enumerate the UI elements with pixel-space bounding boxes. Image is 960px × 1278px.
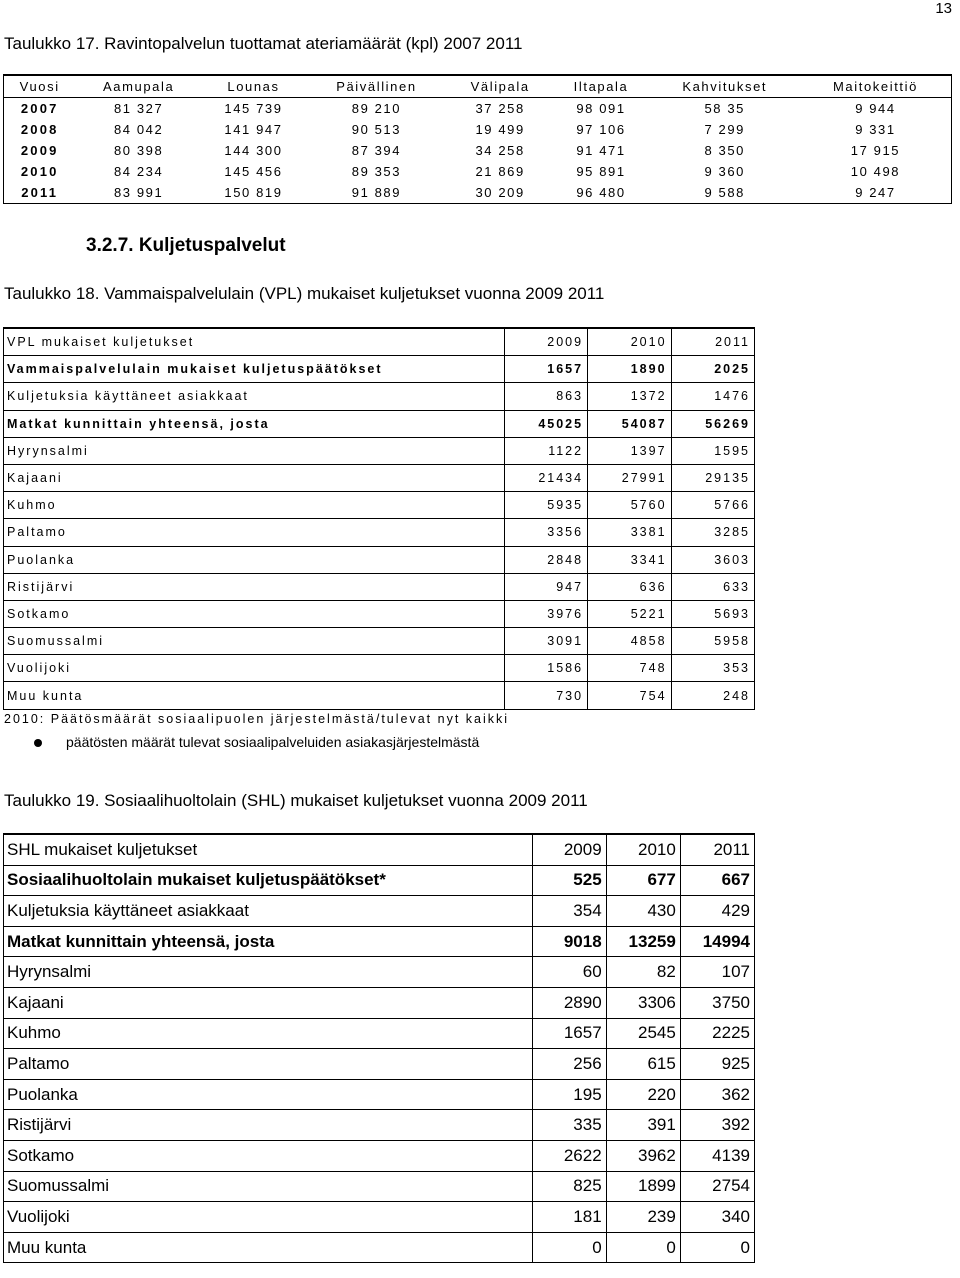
value-cell: 1890 bbox=[588, 356, 671, 383]
value-cell: 1586 bbox=[504, 655, 587, 682]
value-cell: 144 300 bbox=[224, 143, 283, 158]
value-cell: 90 513 bbox=[351, 122, 402, 137]
value-cell: 83 991 bbox=[113, 185, 164, 200]
value-cell: 9 588 bbox=[704, 185, 745, 200]
row-label: Vuolijoki bbox=[4, 1202, 533, 1233]
value-cell: 748 bbox=[588, 655, 671, 682]
table-row bbox=[4, 682, 755, 709]
row-label: Vuolijoki bbox=[4, 655, 505, 682]
value-cell: 58 35 bbox=[704, 101, 745, 116]
table-row bbox=[4, 957, 755, 988]
table19-body bbox=[4, 834, 755, 1263]
row-label: Kuljetuksia käyttäneet asiakkaat bbox=[4, 383, 505, 410]
row-label: Kajaani bbox=[4, 987, 533, 1018]
row-label: Paltamo bbox=[4, 519, 505, 546]
table-row bbox=[4, 1202, 755, 1233]
value-cell: 96 480 bbox=[576, 185, 626, 200]
value-cell: 925 bbox=[680, 1049, 754, 1080]
table-row bbox=[4, 356, 755, 383]
value-cell: 677 bbox=[606, 865, 680, 896]
table18-vpl-transport bbox=[3, 327, 755, 710]
row-label: Paltamo bbox=[4, 1049, 533, 1080]
value-cell: 141 947 bbox=[224, 122, 283, 137]
table-row bbox=[4, 987, 755, 1018]
value-cell: 9 944 bbox=[855, 101, 896, 116]
value-cell: 2622 bbox=[532, 1140, 606, 1171]
table-row bbox=[4, 182, 952, 204]
table17-header-row bbox=[4, 75, 952, 98]
value-cell: 98 091 bbox=[576, 101, 626, 116]
value-cell: 391 bbox=[606, 1110, 680, 1141]
value-cell: 19 499 bbox=[475, 122, 525, 137]
value-cell: 181 bbox=[532, 1202, 606, 1233]
value-cell: 863 bbox=[504, 383, 587, 410]
table-row bbox=[4, 1110, 755, 1141]
value-cell: 239 bbox=[606, 1202, 680, 1233]
value-cell: 13259 bbox=[606, 926, 680, 957]
value-cell: 21 869 bbox=[475, 164, 525, 179]
value-cell: 2545 bbox=[606, 1018, 680, 1049]
value-cell: 84 042 bbox=[113, 122, 164, 137]
value-cell: 150 819 bbox=[224, 185, 283, 200]
value-cell: 80 398 bbox=[113, 143, 164, 158]
table17-header-cell: Päivällinen bbox=[305, 75, 448, 98]
table-row bbox=[4, 1232, 755, 1263]
table-row bbox=[4, 865, 755, 896]
value-cell: 21434 bbox=[504, 464, 587, 491]
value-cell: 1122 bbox=[504, 437, 587, 464]
value-cell: 354 bbox=[532, 896, 606, 927]
bullet-text: päätösten määrät tulevat sosiaalipalveluiden asiakasjärjestelmästä bbox=[66, 734, 480, 750]
table-row bbox=[4, 628, 755, 655]
table17-meals bbox=[3, 74, 952, 204]
table18-caption: Taulukko 18. Vammaispalvelulain (VPL) mukaiset kuljetukset vuonna 2009 2011 bbox=[4, 284, 605, 303]
row-label: SHL mukaiset kuljetukset bbox=[4, 834, 533, 865]
value-cell: 45025 bbox=[504, 410, 587, 437]
value-cell: 3306 bbox=[606, 987, 680, 1018]
value-cell: 2225 bbox=[680, 1018, 754, 1049]
value-cell: 754 bbox=[588, 682, 671, 709]
value-cell: 362 bbox=[680, 1079, 754, 1110]
value-cell: 3356 bbox=[504, 519, 587, 546]
table-row bbox=[4, 1171, 755, 1202]
value-cell: 615 bbox=[606, 1049, 680, 1080]
table-row bbox=[4, 437, 755, 464]
value-cell: 37 258 bbox=[475, 101, 525, 116]
value-cell: 9 360 bbox=[704, 164, 745, 179]
value-cell: 2011 bbox=[680, 834, 754, 865]
value-cell: 4858 bbox=[588, 628, 671, 655]
value-cell: 667 bbox=[680, 865, 754, 896]
value-cell: 56269 bbox=[671, 410, 754, 437]
row-label: Hyrynsalmi bbox=[4, 437, 505, 464]
value-cell: 430 bbox=[606, 896, 680, 927]
value-cell: 636 bbox=[588, 573, 671, 600]
value-cell: 91 889 bbox=[351, 185, 402, 200]
value-cell: 730 bbox=[504, 682, 587, 709]
value-cell: 89 353 bbox=[351, 164, 402, 179]
value-cell: 195 bbox=[532, 1079, 606, 1110]
value-cell: 9018 bbox=[532, 926, 606, 957]
value-cell: 91 471 bbox=[576, 143, 626, 158]
value-cell: 145 739 bbox=[224, 101, 283, 116]
value-cell: 3976 bbox=[504, 600, 587, 627]
value-cell: 107 bbox=[680, 957, 754, 988]
row-label: Muu kunta bbox=[4, 682, 505, 709]
row-label: Muu kunta bbox=[4, 1232, 533, 1263]
value-cell: 1657 bbox=[504, 356, 587, 383]
value-cell: 5766 bbox=[671, 492, 754, 519]
table-row bbox=[4, 464, 755, 491]
page-number: 13 bbox=[935, 0, 952, 17]
row-label: VPL mukaiset kuljetukset bbox=[4, 328, 505, 356]
value-cell: 335 bbox=[532, 1110, 606, 1141]
table-row bbox=[4, 492, 755, 519]
table-row bbox=[4, 98, 952, 120]
value-cell: 2890 bbox=[532, 987, 606, 1018]
value-cell: 1657 bbox=[532, 1018, 606, 1049]
value-cell: 145 456 bbox=[224, 164, 283, 179]
value-cell: 340 bbox=[680, 1202, 754, 1233]
value-cell: 5935 bbox=[504, 492, 587, 519]
row-label: Kajaani bbox=[4, 464, 505, 491]
value-cell: 825 bbox=[532, 1171, 606, 1202]
year-cell: 2008 bbox=[20, 122, 59, 137]
value-cell: 1595 bbox=[671, 437, 754, 464]
table17-header-cell: Lounas bbox=[202, 75, 305, 98]
table18-footnote: 2010: Päätösmäärät sosiaalipuolen järjestelmästä/tulevat nyt kaikki bbox=[4, 712, 510, 726]
value-cell: 0 bbox=[606, 1232, 680, 1263]
row-label: Matkat kunnittain yhteensä, josta bbox=[4, 410, 505, 437]
value-cell: 3603 bbox=[671, 546, 754, 573]
value-cell: 429 bbox=[680, 896, 754, 927]
value-cell: 5693 bbox=[671, 600, 754, 627]
value-cell: 10 498 bbox=[850, 164, 901, 179]
row-label: Suomussalmi bbox=[4, 1171, 533, 1202]
value-cell: 2009 bbox=[532, 834, 606, 865]
value-cell: 84 234 bbox=[113, 164, 164, 179]
value-cell: 525 bbox=[532, 865, 606, 896]
value-cell: 3285 bbox=[671, 519, 754, 546]
table-row bbox=[4, 573, 755, 600]
value-cell: 34 258 bbox=[475, 143, 525, 158]
value-cell: 256 bbox=[532, 1049, 606, 1080]
row-label: Sotkamo bbox=[4, 600, 505, 627]
value-cell: 2025 bbox=[671, 356, 754, 383]
row-label: Puolanka bbox=[4, 546, 505, 573]
row-label: Puolanka bbox=[4, 1079, 533, 1110]
table-row bbox=[4, 1140, 755, 1171]
value-cell: 17 915 bbox=[850, 143, 901, 158]
table18-body bbox=[4, 328, 755, 709]
value-cell: 3091 bbox=[504, 628, 587, 655]
value-cell: 87 394 bbox=[351, 143, 402, 158]
section-heading: 3.2.7. Kuljetuspalvelut bbox=[86, 235, 286, 256]
table18-bullet bbox=[34, 734, 479, 750]
table-row bbox=[4, 140, 952, 161]
value-cell: 2011 bbox=[671, 328, 754, 356]
table-row bbox=[4, 600, 755, 627]
value-cell: 8 350 bbox=[704, 143, 745, 158]
table-row bbox=[4, 1079, 755, 1110]
row-label: Kuhmo bbox=[4, 1018, 533, 1049]
table17-header-cell: Välipala bbox=[448, 75, 553, 98]
table-row bbox=[4, 410, 755, 437]
value-cell: 9 247 bbox=[855, 185, 896, 200]
value-cell: 9 331 bbox=[855, 122, 896, 137]
value-cell: 0 bbox=[680, 1232, 754, 1263]
value-cell: 95 891 bbox=[576, 164, 626, 179]
row-label: Hyrynsalmi bbox=[4, 957, 533, 988]
year-cell: 2007 bbox=[20, 101, 59, 116]
value-cell: 2010 bbox=[588, 328, 671, 356]
table-row bbox=[4, 1049, 755, 1080]
value-cell: 14994 bbox=[680, 926, 754, 957]
value-cell: 2754 bbox=[680, 1171, 754, 1202]
table-row bbox=[4, 383, 755, 410]
table-row bbox=[4, 834, 755, 865]
table-row bbox=[4, 119, 952, 140]
row-label: Ristijärvi bbox=[4, 1110, 533, 1141]
value-cell: 3962 bbox=[606, 1140, 680, 1171]
value-cell: 82 bbox=[606, 957, 680, 988]
row-label: Vammaispalvelulain mukaiset kuljetuspäätökset bbox=[4, 356, 505, 383]
table17-header-cell: Aamupala bbox=[75, 75, 202, 98]
value-cell: 633 bbox=[671, 573, 754, 600]
row-label: Kuhmo bbox=[4, 492, 505, 519]
value-cell: 1372 bbox=[588, 383, 671, 410]
value-cell: 5760 bbox=[588, 492, 671, 519]
table17-caption: Taulukko 17. Ravintopalvelun tuottamat ateriamäärät (kpl) 2007 2011 bbox=[4, 34, 523, 53]
bullet-icon bbox=[34, 739, 42, 747]
row-label: Kuljetuksia käyttäneet asiakkaat bbox=[4, 896, 533, 927]
value-cell: 220 bbox=[606, 1079, 680, 1110]
value-cell: 29135 bbox=[671, 464, 754, 491]
table19-caption: Taulukko 19. Sosiaalihuoltolain (SHL) mukaiset kuljetukset vuonna 2009 2011 bbox=[4, 791, 588, 810]
value-cell: 7 299 bbox=[704, 122, 745, 137]
value-cell: 5221 bbox=[588, 600, 671, 627]
row-label: Ristijärvi bbox=[4, 573, 505, 600]
value-cell: 392 bbox=[680, 1110, 754, 1141]
table-row bbox=[4, 926, 755, 957]
value-cell: 3381 bbox=[588, 519, 671, 546]
value-cell: 2009 bbox=[504, 328, 587, 356]
table-row bbox=[4, 161, 952, 182]
value-cell: 4139 bbox=[680, 1140, 754, 1171]
value-cell: 0 bbox=[532, 1232, 606, 1263]
value-cell: 353 bbox=[671, 655, 754, 682]
value-cell: 3750 bbox=[680, 987, 754, 1018]
value-cell: 2848 bbox=[504, 546, 587, 573]
table-row bbox=[4, 655, 755, 682]
value-cell: 27991 bbox=[588, 464, 671, 491]
table-row bbox=[4, 896, 755, 927]
value-cell: 81 327 bbox=[113, 101, 164, 116]
value-cell: 3341 bbox=[588, 546, 671, 573]
value-cell: 89 210 bbox=[351, 101, 402, 116]
row-label: Matkat kunnittain yhteensä, josta bbox=[4, 926, 533, 957]
value-cell: 248 bbox=[671, 682, 754, 709]
value-cell: 30 209 bbox=[475, 185, 525, 200]
table17-header-cell: Vuosi bbox=[4, 75, 76, 98]
year-cell: 2011 bbox=[21, 185, 59, 200]
table19-shl-transport bbox=[3, 833, 755, 1263]
row-label: Sosiaalihuoltolain mukaiset kuljetuspäätökset* bbox=[4, 865, 533, 896]
year-cell: 2010 bbox=[20, 164, 59, 179]
value-cell: 5958 bbox=[671, 628, 754, 655]
value-cell: 97 106 bbox=[576, 122, 626, 137]
table-row bbox=[4, 1018, 755, 1049]
value-cell: 1899 bbox=[606, 1171, 680, 1202]
value-cell: 54087 bbox=[588, 410, 671, 437]
table17-body bbox=[4, 98, 952, 204]
table-row bbox=[4, 546, 755, 573]
value-cell: 947 bbox=[504, 573, 587, 600]
table-row bbox=[4, 519, 755, 546]
table17-header-cell: Iltapala bbox=[553, 75, 650, 98]
value-cell: 2010 bbox=[606, 834, 680, 865]
table-row bbox=[4, 328, 755, 356]
table17-header-cell: Kahvitukset bbox=[650, 75, 800, 98]
row-label: Suomussalmi bbox=[4, 628, 505, 655]
value-cell: 1397 bbox=[588, 437, 671, 464]
row-label: Sotkamo bbox=[4, 1140, 533, 1171]
value-cell: 60 bbox=[532, 957, 606, 988]
year-cell: 2009 bbox=[20, 143, 59, 158]
value-cell: 1476 bbox=[671, 383, 754, 410]
table17-header-cell: Maitokeittiö bbox=[800, 75, 952, 98]
